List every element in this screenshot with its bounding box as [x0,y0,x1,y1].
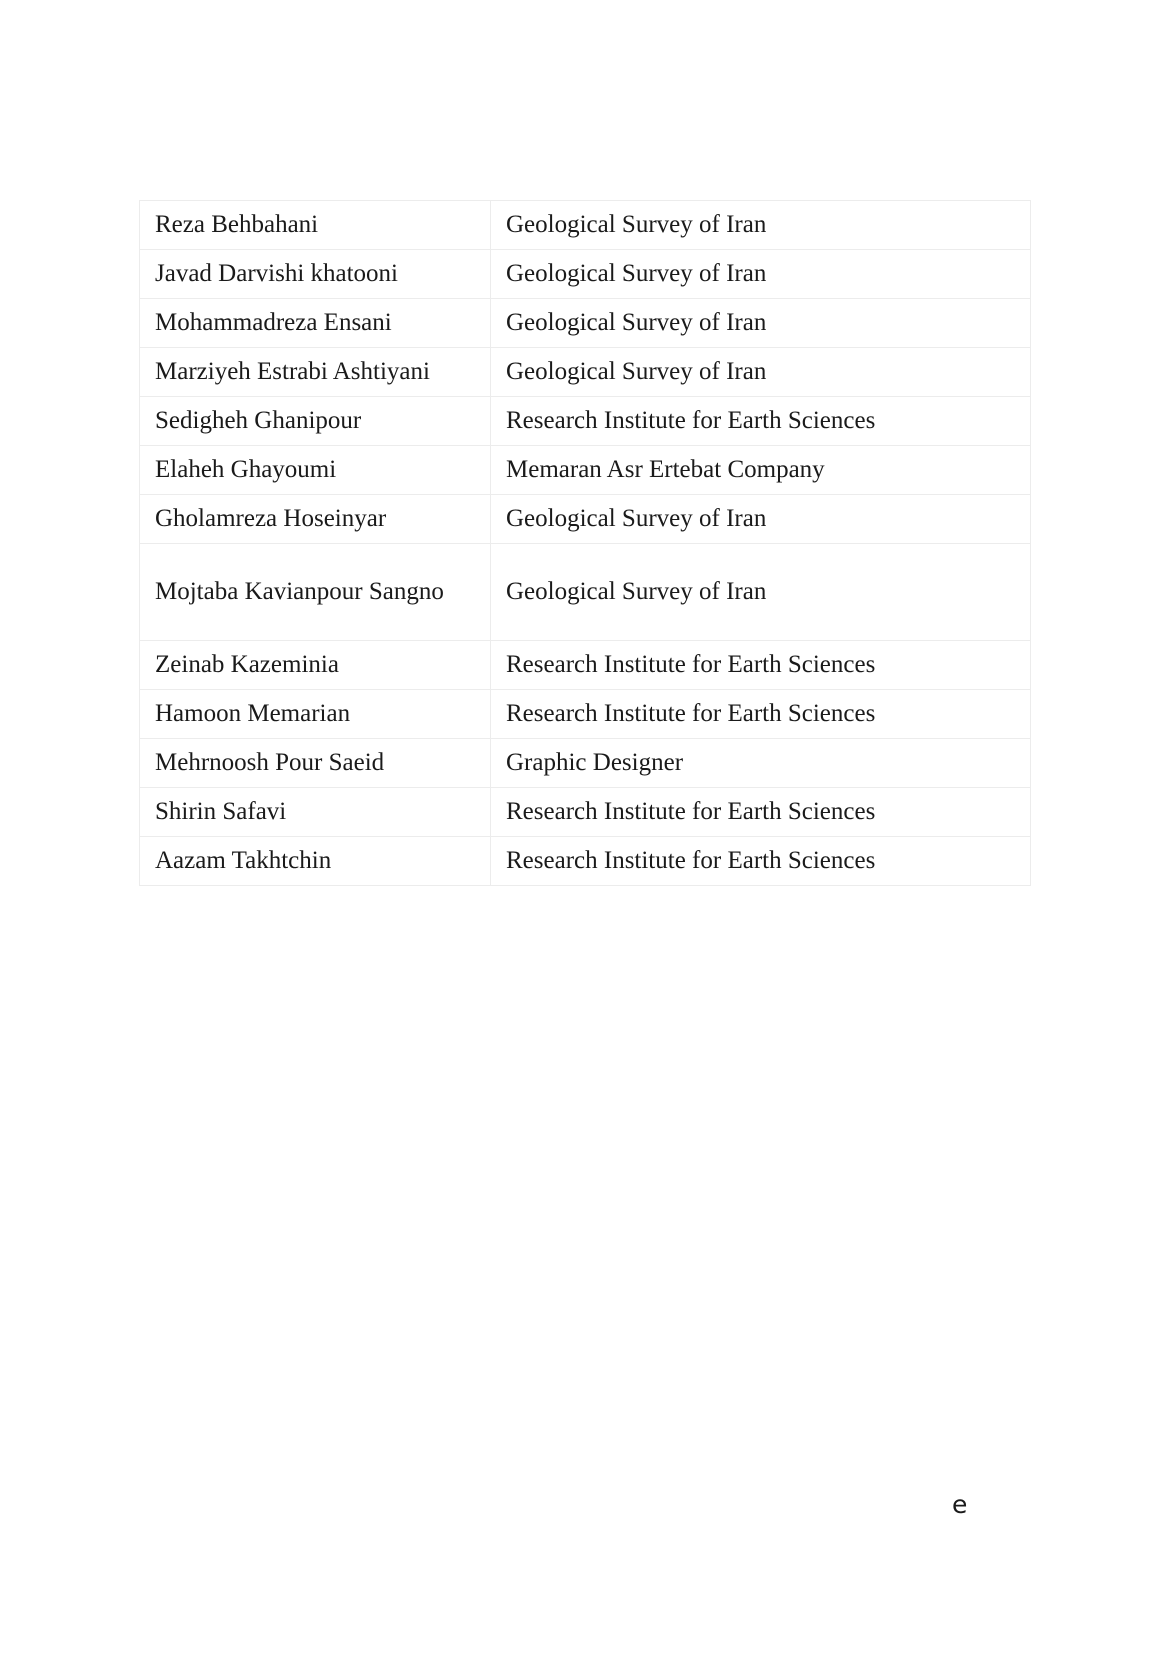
contributor-name: Shirin Safavi [140,788,491,837]
contributor-affiliation: Geological Survey of Iran [491,299,1031,348]
contributor-affiliation: Geological Survey of Iran [491,544,1031,641]
table-row [140,495,1031,544]
table-row [140,544,1031,641]
contributor-name: Aazam Takhtchin [140,837,491,886]
contributor-name: Reza Behbahani [140,201,491,250]
contributor-name: Elaheh Ghayoumi [140,446,491,495]
contributor-name: Marziyeh Estrabi Ashtiyani [140,348,491,397]
contributor-affiliation: Research Institute for Earth Sciences [491,690,1031,739]
contributor-affiliation: Geological Survey of Iran [491,250,1031,299]
table-row [140,299,1031,348]
contributor-affiliation: Graphic Designer [491,739,1031,788]
table-row [140,397,1031,446]
contributor-name: Zeinab Kazeminia [140,641,491,690]
contributor-affiliation: Research Institute for Earth Sciences [491,641,1031,690]
page-number: e [952,1490,968,1519]
contributor-affiliation: Geological Survey of Iran [491,201,1031,250]
contributor-affiliation: Research Institute for Earth Sciences [491,837,1031,886]
contributor-name: Gholamreza Hoseinyar [140,495,491,544]
table-row [140,641,1031,690]
contributor-affiliation: Geological Survey of Iran [491,495,1031,544]
table-row [140,837,1031,886]
contributor-name: Mehrnoosh Pour Saeid [140,739,491,788]
table-row [140,788,1031,837]
contributor-name: Mojtaba Kavianpour Sangno [140,544,491,641]
contributors-table [139,200,1031,886]
contributor-affiliation: Memaran Asr Ertebat Company [491,446,1031,495]
contributor-affiliation: Research Institute for Earth Sciences [491,788,1031,837]
table-row [140,348,1031,397]
contributor-affiliation: Research Institute for Earth Sciences [491,397,1031,446]
contributor-affiliation: Geological Survey of Iran [491,348,1031,397]
table-row [140,690,1031,739]
table-row [140,739,1031,788]
contributor-name: Hamoon Memarian [140,690,491,739]
contributor-name: Sedigheh Ghanipour [140,397,491,446]
table-row [140,446,1031,495]
contributor-name: Mohammadreza Ensani [140,299,491,348]
table-row [140,250,1031,299]
table-row [140,201,1031,250]
contributor-name: Javad Darvishi khatooni [140,250,491,299]
